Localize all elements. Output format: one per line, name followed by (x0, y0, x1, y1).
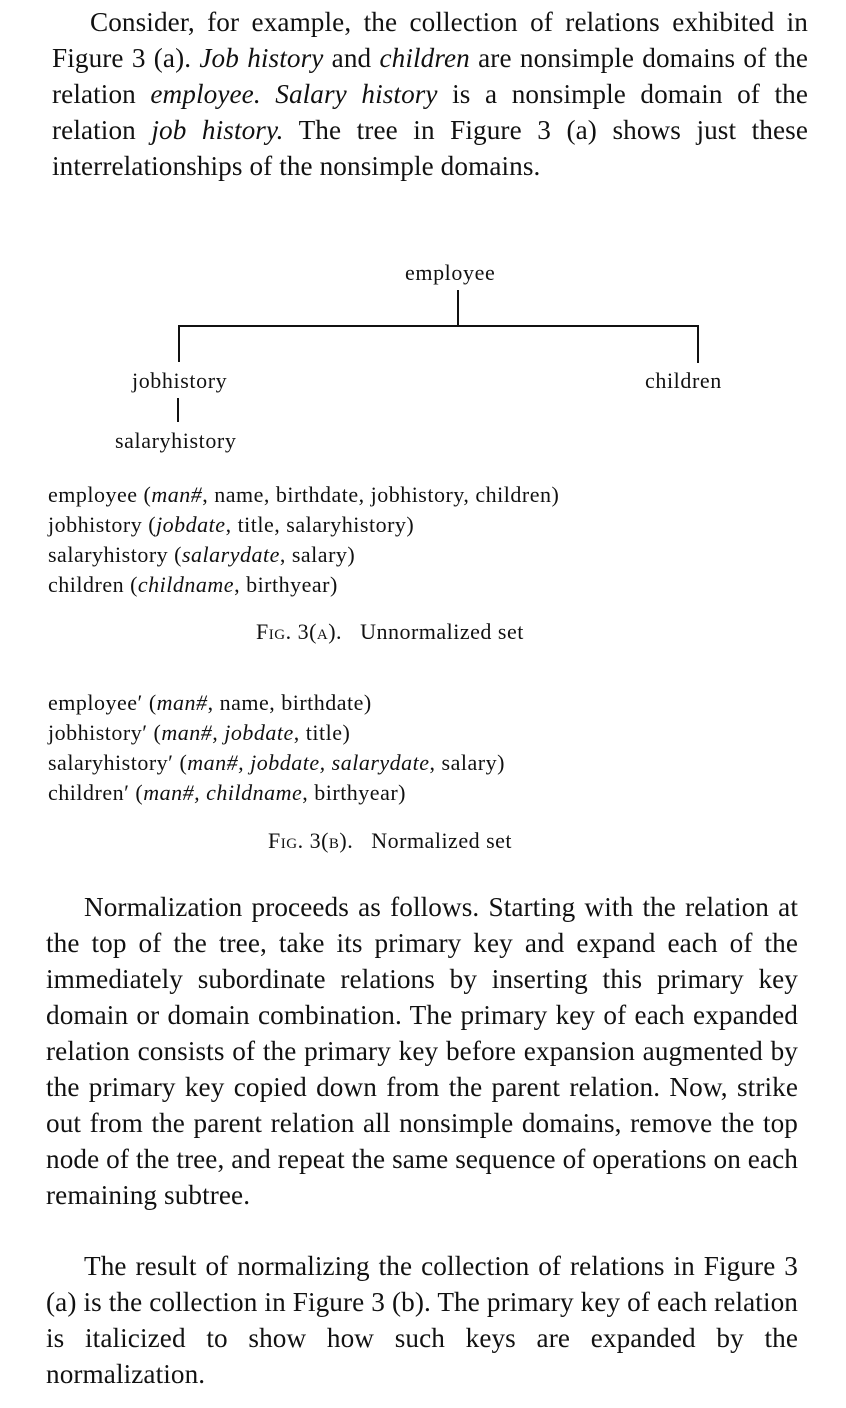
relation-line: employee′ (man#, name, birthdate) (48, 690, 372, 715)
intro-text-1: Consider, for example, the collection of relations exhibited in Figure 3 (a). (52, 7, 808, 73)
caption-text: Normalized set (371, 828, 513, 853)
primary-key: childname (137, 572, 235, 597)
intro-italic-job-history-2: job history. (151, 115, 284, 145)
tree-node-jobhistory: jobhistory (132, 368, 228, 393)
normalization-paragraph (46, 889, 798, 1213)
tree-edge-root (457, 290, 459, 326)
intro-text-5: is a nonsimple domain of the relation (52, 79, 809, 145)
figure-3b-caption (268, 828, 512, 854)
result-paragraph (46, 1248, 798, 1392)
relation-line: employee (man#, name, birthdate, jobhistory, children) (48, 482, 560, 507)
primary-key: man#, jobdate, salarydate (187, 750, 430, 775)
figure-3a-caption (256, 619, 524, 645)
tree-edge-left (178, 325, 180, 362)
relation-line: salaryhistory′ (man#, jobdate, salarydate, salary) (48, 750, 505, 775)
intro-italic-children: children (379, 43, 470, 73)
figure-3b-relations (48, 688, 505, 808)
relation-line: children′ (man#, childname, birthyear) (48, 780, 406, 805)
intro-text-3: are nonsimple domains of the relation (52, 43, 808, 109)
tree-node-salaryhistory: salaryhistory (115, 428, 237, 453)
relation-line: jobhistory (jobdate, title, salaryhistory) (48, 512, 415, 537)
tree-node-children: children (645, 368, 722, 393)
tree-node-employee: employee (405, 260, 496, 285)
relation-line: jobhistory′ (man#, jobdate, title) (48, 720, 351, 745)
caption-label: Fig. 3(b). (268, 828, 354, 853)
intro-italic-job-history: Job history (199, 43, 324, 73)
primary-key: salarydate (181, 542, 280, 567)
figure-3a-relations (48, 480, 559, 600)
primary-key: man# (156, 690, 208, 715)
primary-key: man#, childname (143, 780, 303, 805)
tree-edge-right (697, 325, 699, 363)
normalization-text: Normalization proceeds as follows. Starting with the relation at the top of the tree, take its primary key and expand each of the immediately subordinate relations by inserting this primary key domain or domain combination. The primary key of each expanded relation consists of the primary key before expansion augmented by the primary key copied down from the parent relation. Now, strike out from the parent relation all nonsimple domains, remove the top node of the tree, and repeat the same sequence of operations on each remaining subtree. (46, 892, 798, 1210)
primary-key: man# (151, 482, 203, 507)
intro-text-6: The tree in Figure 3 (a) shows just these interrelationships of the nonsimple domains. (52, 115, 809, 181)
result-text: The result of normalizing the collection of relations in Figure 3 (a) is the collection in Figure 3 (b). The primary key of each relation is italicized to show how such keys are expanded by the normalization. (46, 1251, 798, 1389)
caption-label: Fig. 3(a). (256, 619, 343, 644)
intro-paragraph (52, 4, 808, 184)
intro-italic-employee: employee. (150, 79, 261, 109)
primary-key: man#, jobdate (161, 720, 294, 745)
intro-text-2: and (323, 43, 380, 73)
primary-key: jobdate (156, 512, 226, 537)
relation-line: salaryhistory (salarydate, salary) (48, 542, 356, 567)
tree-edge-horizontal (178, 325, 699, 327)
intro-italic-salary-history: Salary history (275, 79, 438, 109)
relation-line: children (childname, birthyear) (48, 572, 338, 597)
caption-text: Unnormalized set (360, 619, 524, 644)
tree-edge-jobhistory (177, 398, 179, 422)
